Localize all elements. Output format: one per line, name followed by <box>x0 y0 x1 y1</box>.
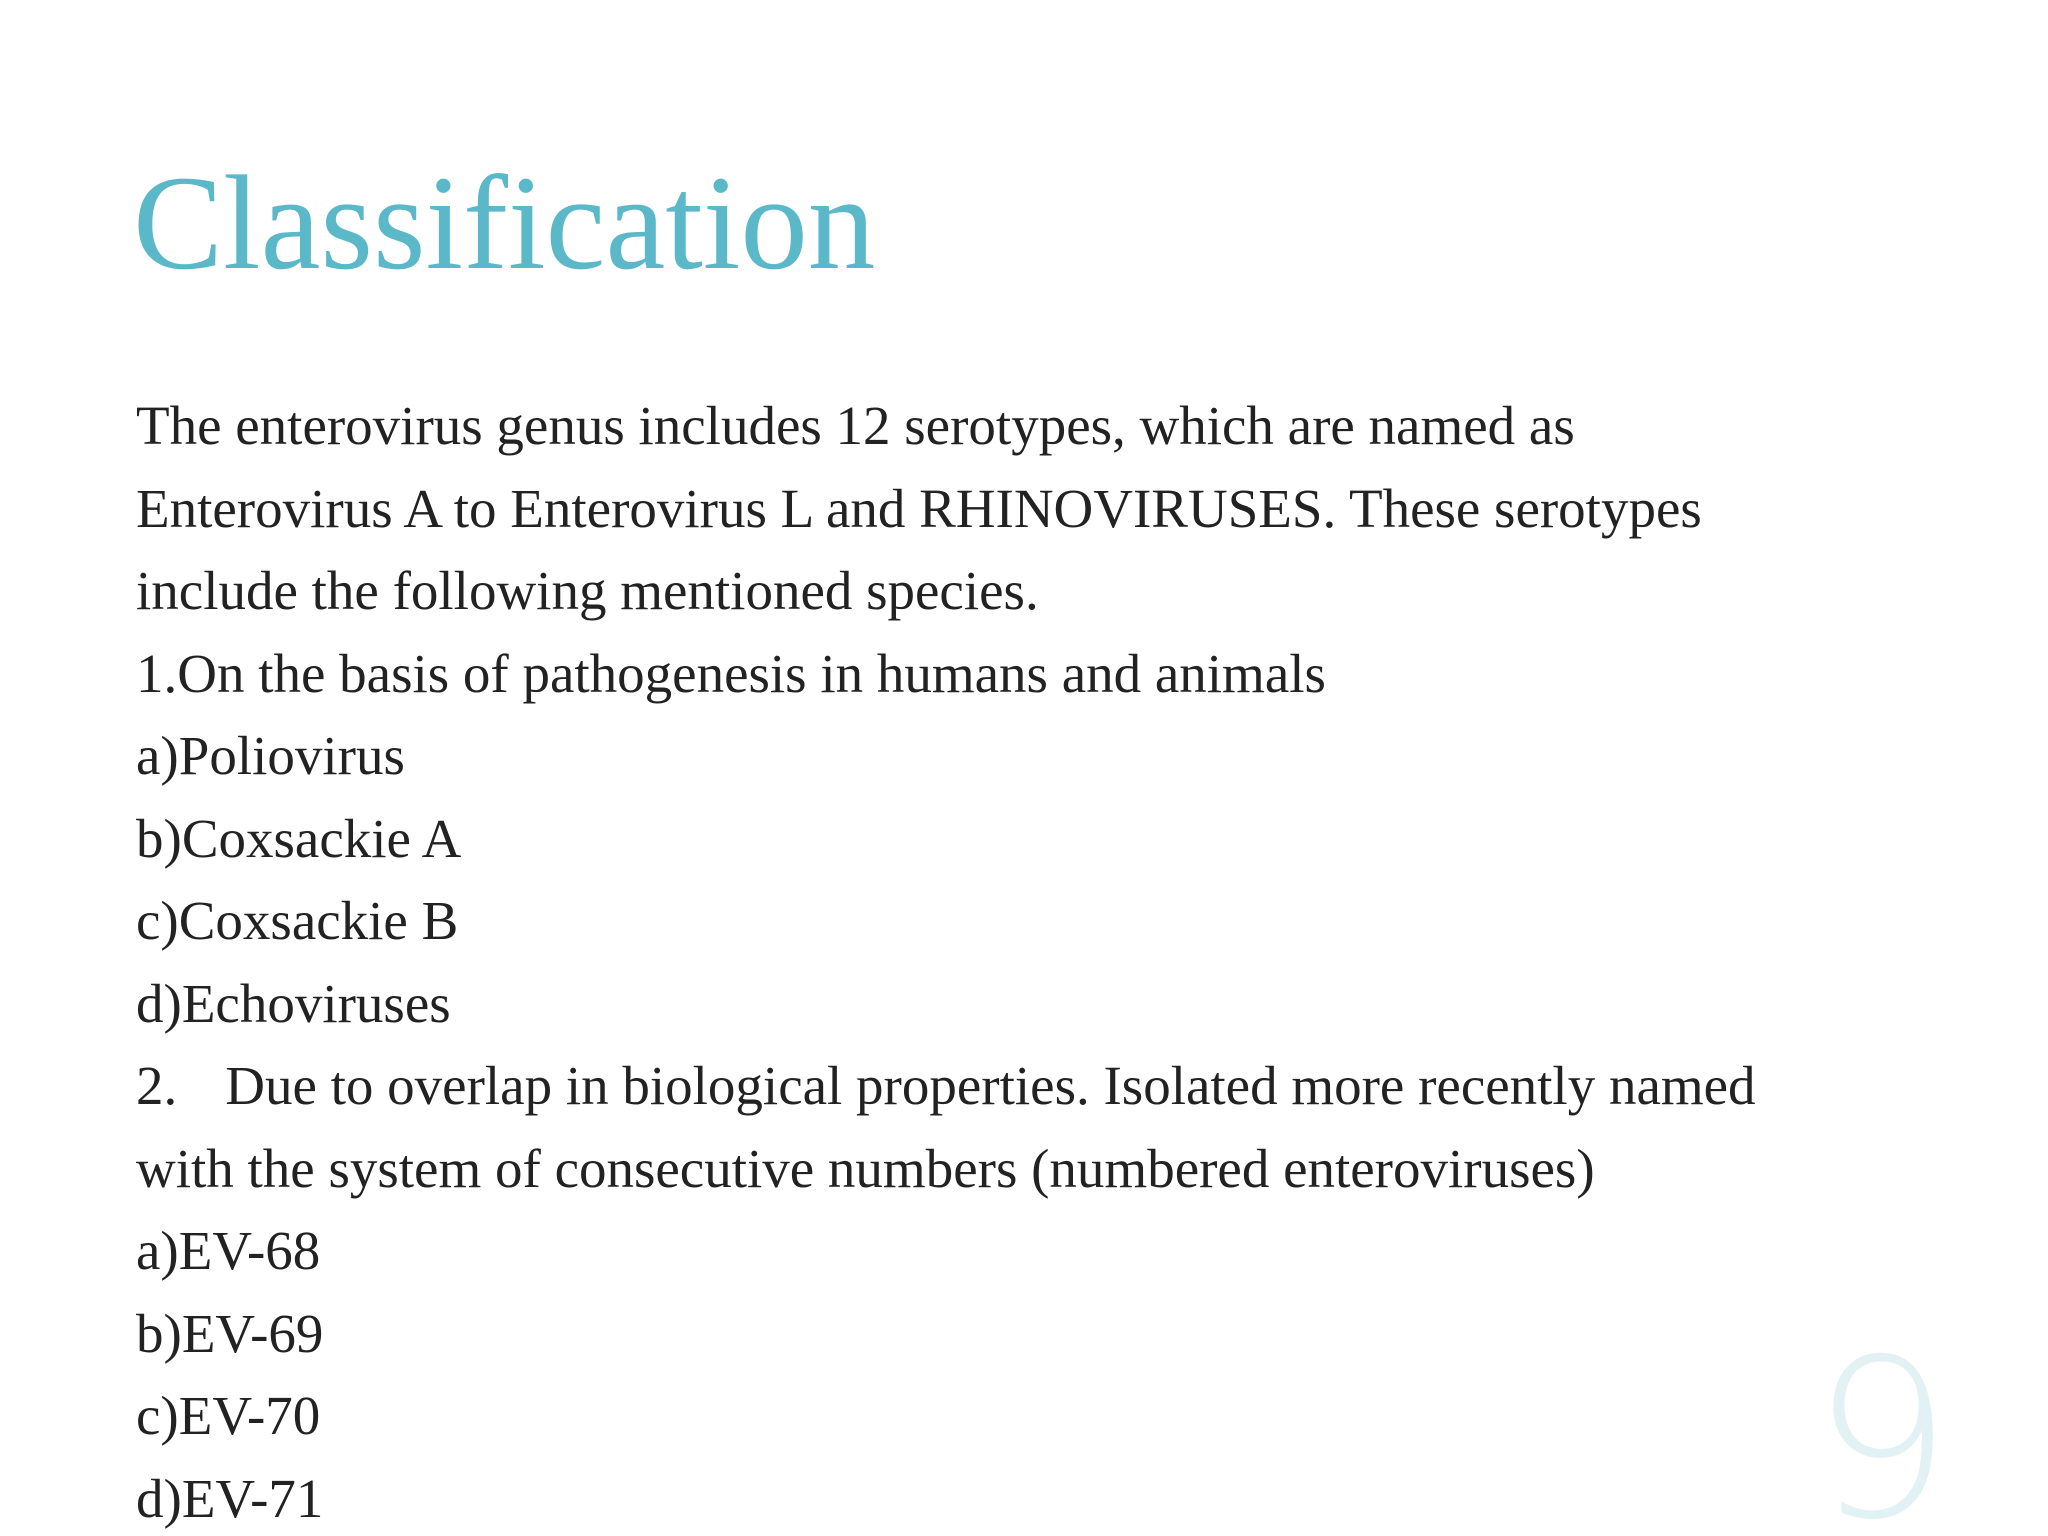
slide-title: Classification <box>133 149 876 298</box>
section2-heading-line-2: with the system of consecutive numbers (numbered enteroviruses) <box>136 1137 1595 1199</box>
section2-heading-line-1 <box>136 1045 1896 1128</box>
section2-item-d: d)EV-71 <box>136 1467 324 1529</box>
intro-line-1: The enterovirus genus includes 12 serotypes, which are named as <box>136 395 1575 456</box>
section1-item-d: d)Echoviruses <box>136 972 451 1034</box>
section2-number: 2. <box>136 1055 178 1116</box>
section2-item-b: b)EV-69 <box>136 1302 324 1364</box>
section2-heading-text: Due to overlap in biological properties. Isolated more recently named <box>225 1055 1756 1116</box>
intro-line-2: Enterovirus A to Enterovirus L and RHINOVIRUSES. These serotypes <box>136 477 1702 539</box>
page-number: 9 <box>1812 1312 1952 1536</box>
slide-body <box>136 385 1896 1536</box>
section2-item-c: c)EV-70 <box>136 1385 321 1446</box>
intro-line-3: include the following mentioned species. <box>136 560 1039 621</box>
section1-item-c: c)Coxsackie B <box>136 890 459 951</box>
section1-item-b: b)Coxsackie A <box>136 807 462 869</box>
section2-item-a: a)EV-68 <box>136 1220 321 1281</box>
section1-item-a: a)Poliovirus <box>136 725 405 786</box>
section1-heading: 1.On the basis of pathogenesis in humans and animals <box>136 642 1326 704</box>
